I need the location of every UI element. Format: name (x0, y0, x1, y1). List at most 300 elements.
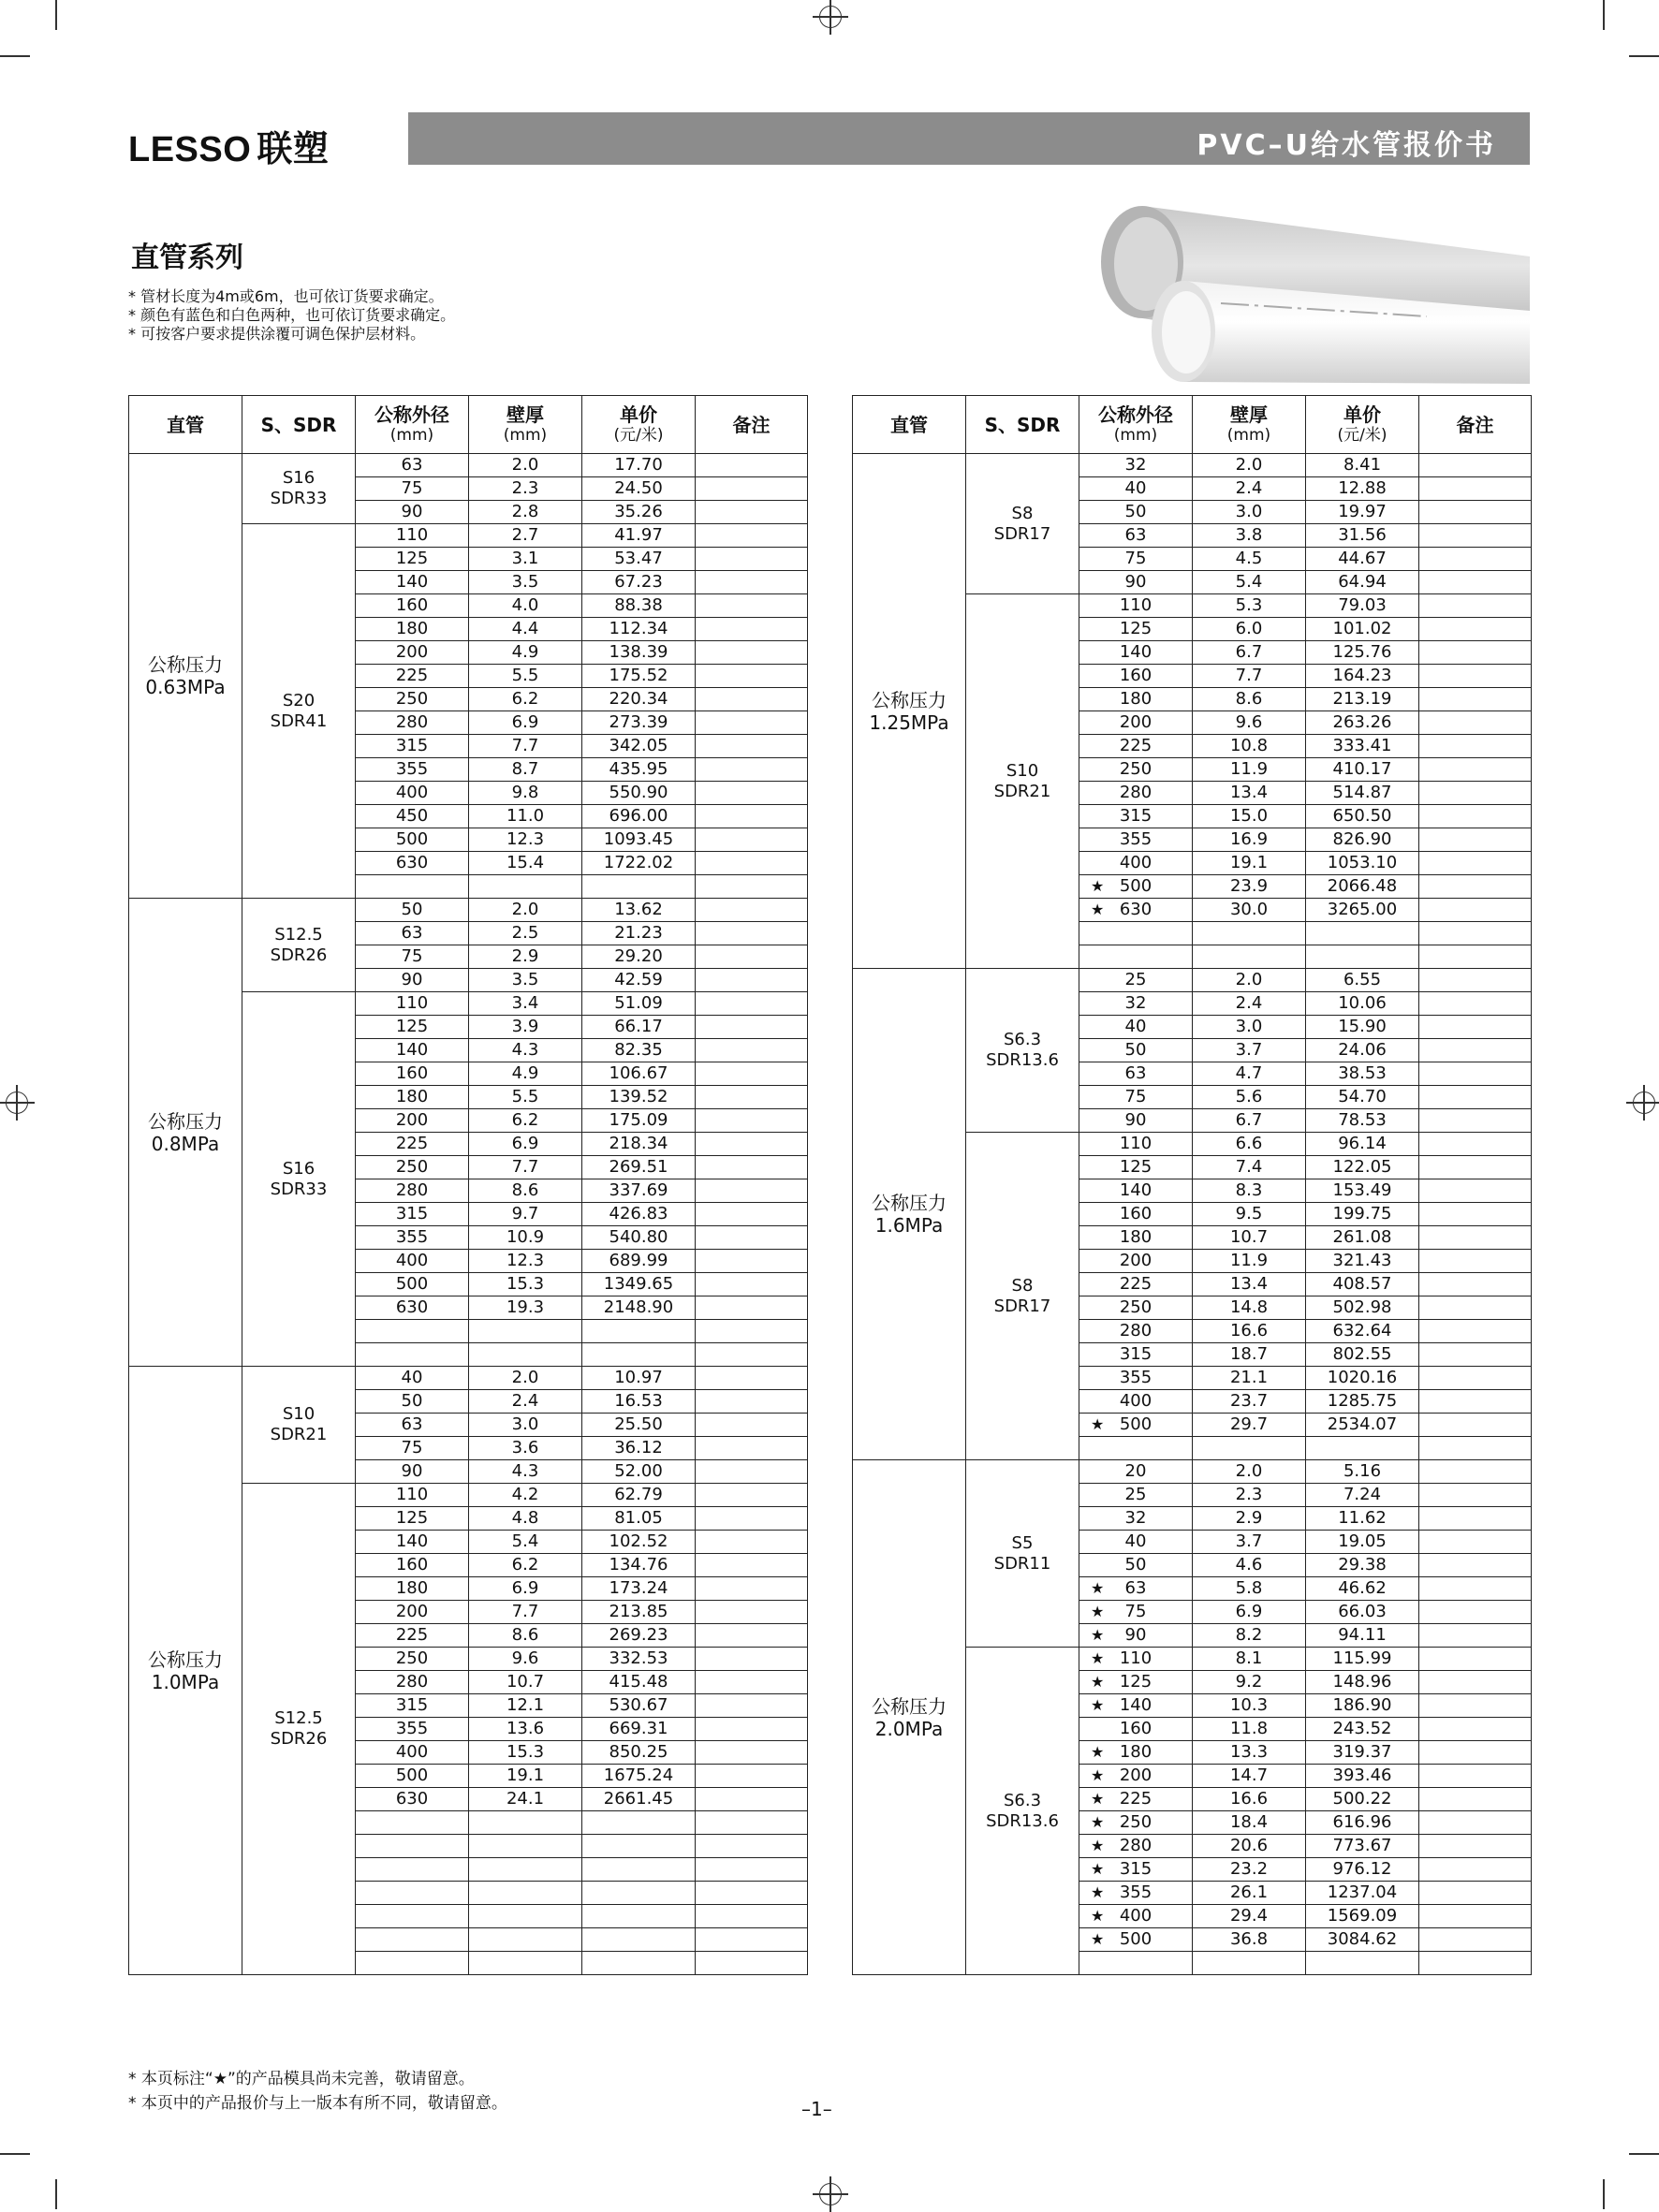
wall-cell: 2.5 (469, 922, 582, 945)
remark-cell (696, 1437, 808, 1460)
price-cell: 2661.45 (582, 1788, 696, 1811)
remark-cell (696, 548, 808, 571)
wall-cell: 5.8 (1193, 1577, 1306, 1601)
price-cell: 502.98 (1306, 1296, 1419, 1320)
wall-cell: 3.0 (1193, 1016, 1306, 1039)
remark-cell (1419, 922, 1532, 945)
remark-cell (696, 594, 808, 618)
price-cell: 67.23 (582, 571, 696, 594)
wall-cell: 15.3 (469, 1741, 582, 1765)
wall-cell (469, 1320, 582, 1343)
price-cell: 106.67 (582, 1062, 696, 1086)
remark-cell (1419, 1250, 1532, 1273)
od-cell: ★ 250 (1079, 1811, 1193, 1835)
price-cell (582, 1928, 696, 1952)
price-cell: 54.70 (1306, 1086, 1419, 1109)
od-cell: 75 (356, 477, 469, 501)
wall-cell: 2.0 (469, 454, 582, 477)
wall-cell: 24.1 (469, 1788, 582, 1811)
price-cell (1306, 1437, 1419, 1460)
price-cell: 52.00 (582, 1460, 696, 1484)
remark-cell (1419, 594, 1532, 618)
wall-cell: 8.7 (469, 758, 582, 782)
od-cell: 630 (356, 852, 469, 875)
remark-cell (696, 875, 808, 899)
wall-cell: 14.7 (1193, 1765, 1306, 1788)
price-cell: 530.67 (582, 1694, 696, 1718)
remark-cell (1419, 454, 1532, 477)
pressure-cell: 公称压力 0.63MPa (129, 454, 242, 899)
wall-cell (469, 1928, 582, 1952)
price-cell: 53.47 (582, 548, 696, 571)
price-cell: 6.55 (1306, 969, 1419, 992)
od-cell: ★ 500 (1079, 1414, 1193, 1437)
price-cell: 632.64 (1306, 1320, 1419, 1343)
od-cell: 63 (1079, 524, 1193, 548)
wall-cell: 10.9 (469, 1226, 582, 1250)
price-cell: 19.05 (1306, 1531, 1419, 1554)
wall-cell: 15.3 (469, 1273, 582, 1296)
notes-list (128, 287, 455, 344)
price-cell: 976.12 (1306, 1858, 1419, 1882)
price-cell: 64.94 (1306, 571, 1419, 594)
wall-cell: 13.4 (1193, 782, 1306, 805)
remark-cell (1419, 1858, 1532, 1882)
wall-cell: 8.2 (1193, 1624, 1306, 1648)
wall-cell: 3.0 (469, 1414, 582, 1437)
price-cell: 243.52 (1306, 1718, 1419, 1741)
price-cell: 342.05 (582, 735, 696, 758)
price-cell: 148.96 (1306, 1671, 1419, 1694)
wall-cell: 5.4 (1193, 571, 1306, 594)
star-icon: ★ (1091, 1579, 1105, 1597)
wall-cell: 15.0 (1193, 805, 1306, 828)
remark-cell (696, 1531, 808, 1554)
price-cell: 24.06 (1306, 1039, 1419, 1062)
wall-cell: 3.5 (469, 571, 582, 594)
wall-cell: 4.9 (469, 1062, 582, 1086)
remark-cell (696, 1179, 808, 1203)
od-cell (1079, 1437, 1193, 1460)
wall-cell: 5.5 (469, 665, 582, 688)
wall-cell: 8.6 (469, 1179, 582, 1203)
wall-cell (469, 1835, 582, 1858)
wall-cell: 4.6 (1193, 1554, 1306, 1577)
wall-cell: 6.9 (469, 711, 582, 735)
star-icon: ★ (1091, 1907, 1105, 1925)
wall-cell: 29.4 (1193, 1905, 1306, 1928)
od-cell: 180 (356, 1086, 469, 1109)
wall-cell: 6.2 (469, 1109, 582, 1133)
od-cell: 200 (356, 1601, 469, 1624)
price-cell (582, 875, 696, 899)
od-cell: 400 (1079, 852, 1193, 875)
od-cell (356, 1858, 469, 1882)
price-cell: 333.41 (1306, 735, 1419, 758)
price-cell: 1722.02 (582, 852, 696, 875)
col-header-wall: 壁厚 (mm) (1193, 396, 1306, 454)
wall-cell (469, 875, 582, 899)
note-item: * 可按客户要求提供涂覆可调色保护层材料。 (128, 325, 426, 343)
price-cell: 29.20 (582, 945, 696, 969)
price-cell: 31.56 (1306, 524, 1419, 548)
wall-cell: 7.7 (469, 1156, 582, 1179)
od-cell: 225 (1079, 1273, 1193, 1296)
price-cell: 66.03 (1306, 1601, 1419, 1624)
price-cell: 263.26 (1306, 711, 1419, 735)
price-cell: 82.35 (582, 1039, 696, 1062)
table-row (129, 899, 808, 922)
price-cell: 7.24 (1306, 1484, 1419, 1507)
remark-cell (696, 1788, 808, 1811)
note-item: * 颜色有蓝色和白色两种，也可依订货要求确定。 (128, 306, 456, 324)
wall-cell: 13.6 (469, 1718, 582, 1741)
wall-cell: 2.9 (469, 945, 582, 969)
remark-cell (696, 1507, 808, 1531)
od-cell: 280 (1079, 782, 1193, 805)
od-cell: 315 (356, 1694, 469, 1718)
od-cell: ★ 90 (1079, 1624, 1193, 1648)
od-cell: 355 (1079, 1367, 1193, 1390)
remark-cell (696, 454, 808, 477)
remark-cell (1419, 1624, 1532, 1648)
od-cell: 110 (356, 524, 469, 548)
price-cell: 5.16 (1306, 1460, 1419, 1484)
wall-cell: 4.7 (1193, 1062, 1306, 1086)
od-cell: ★ 75 (1079, 1601, 1193, 1624)
page-number: –1– (801, 2098, 832, 2120)
od-cell: 315 (356, 735, 469, 758)
remark-cell (1419, 735, 1532, 758)
remark-cell (1419, 1460, 1532, 1484)
price-cell: 213.85 (582, 1601, 696, 1624)
wall-cell: 2.4 (1193, 477, 1306, 501)
remark-cell (696, 1062, 808, 1086)
price-cell: 78.53 (1306, 1109, 1419, 1133)
price-cell: 1285.75 (1306, 1390, 1419, 1414)
remark-cell (1419, 1226, 1532, 1250)
wall-cell: 8.6 (1193, 688, 1306, 711)
od-cell: 225 (356, 665, 469, 688)
wall-cell: 4.5 (1193, 548, 1306, 571)
remark-cell (1419, 1811, 1532, 1835)
remark-cell (696, 1273, 808, 1296)
col-header-sdr: S、SDR (966, 396, 1079, 454)
od-cell: ★ 180 (1079, 1741, 1193, 1765)
remark-cell (1419, 618, 1532, 641)
crop-mark (1629, 55, 1659, 57)
pressure-cell: 公称压力 2.0MPa (853, 1460, 966, 1975)
wall-cell: 26.1 (1193, 1882, 1306, 1905)
brand-logo (128, 120, 329, 171)
remark-cell (696, 1905, 808, 1928)
od-cell: ★ 355 (1079, 1882, 1193, 1905)
od-cell: 50 (1079, 501, 1193, 524)
remark-cell (1419, 1507, 1532, 1531)
remark-cell (1419, 1367, 1532, 1390)
remark-cell (696, 571, 808, 594)
remark-cell (1419, 665, 1532, 688)
price-cell: 218.34 (582, 1133, 696, 1156)
price-cell: 550.90 (582, 782, 696, 805)
remark-cell (1419, 1765, 1532, 1788)
od-cell: 140 (356, 1039, 469, 1062)
od-cell: 315 (356, 1203, 469, 1226)
price-cell: 1093.45 (582, 828, 696, 852)
od-cell: 25 (1079, 969, 1193, 992)
price-cell: 36.12 (582, 1437, 696, 1460)
remark-cell (696, 758, 808, 782)
od-cell: 250 (1079, 1296, 1193, 1320)
price-cell: 66.17 (582, 1016, 696, 1039)
wall-cell: 2.3 (469, 477, 582, 501)
wall-cell: 12.3 (469, 828, 582, 852)
remark-cell (696, 992, 808, 1016)
od-cell: 40 (356, 1367, 469, 1390)
footnotes (128, 2067, 507, 2116)
wall-cell: 16.6 (1193, 1320, 1306, 1343)
sdr-cell: S5 SDR11 (966, 1460, 1079, 1648)
price-cell: 41.97 (582, 524, 696, 548)
price-cell: 269.51 (582, 1156, 696, 1179)
wall-cell: 13.3 (1193, 1741, 1306, 1765)
price-cell: 650.50 (1306, 805, 1419, 828)
price-cell: 319.37 (1306, 1741, 1419, 1765)
wall-cell: 29.7 (1193, 1414, 1306, 1437)
table-header-row (853, 396, 1532, 454)
wall-cell: 6.7 (1193, 1109, 1306, 1133)
od-cell: 450 (356, 805, 469, 828)
remark-cell (1419, 1577, 1532, 1601)
od-cell: 280 (356, 711, 469, 735)
wall-cell: 2.7 (469, 524, 582, 548)
price-cell: 332.53 (582, 1648, 696, 1671)
price-cell: 2066.48 (1306, 875, 1419, 899)
remark-cell (696, 501, 808, 524)
wall-cell: 4.3 (469, 1039, 582, 1062)
od-cell: ★ 500 (1079, 1928, 1193, 1952)
price-cell: 8.41 (1306, 454, 1419, 477)
wall-cell: 10.3 (1193, 1694, 1306, 1718)
price-cell: 10.97 (582, 1367, 696, 1390)
od-cell: 40 (1079, 1016, 1193, 1039)
remark-cell (1419, 1320, 1532, 1343)
od-cell: 355 (356, 1718, 469, 1741)
price-cell: 122.05 (1306, 1156, 1419, 1179)
od-cell (356, 1835, 469, 1858)
star-icon: ★ (1091, 1743, 1105, 1761)
price-table-left (128, 395, 808, 1975)
wall-cell: 9.7 (469, 1203, 582, 1226)
wall-cell: 7.7 (469, 1601, 582, 1624)
wall-cell: 11.9 (1193, 1250, 1306, 1273)
price-cell: 540.80 (582, 1226, 696, 1250)
remark-cell (1419, 852, 1532, 875)
price-cell: 3265.00 (1306, 899, 1419, 922)
price-cell (582, 1905, 696, 1928)
remark-cell (696, 1086, 808, 1109)
remark-cell (1419, 1343, 1532, 1367)
col-header-sdr: S、SDR (242, 396, 356, 454)
wall-cell: 4.2 (469, 1484, 582, 1507)
remark-cell (1419, 1156, 1532, 1179)
logo-cn-text: 联塑 (257, 128, 330, 169)
remark-cell (1419, 688, 1532, 711)
wall-cell: 23.7 (1193, 1390, 1306, 1414)
registration-mark (6, 1091, 28, 1114)
wall-cell: 4.9 (469, 641, 582, 665)
od-cell (1079, 945, 1193, 969)
od-cell: 90 (1079, 1109, 1193, 1133)
wall-cell: 3.1 (469, 548, 582, 571)
remark-cell (1419, 782, 1532, 805)
od-cell: 75 (1079, 548, 1193, 571)
sdr-cell: S10 SDR21 (966, 594, 1079, 969)
crop-mark (1603, 2179, 1605, 2209)
price-cell: 51.09 (582, 992, 696, 1016)
wall-cell: 3.7 (1193, 1531, 1306, 1554)
wall-cell: 9.6 (1193, 711, 1306, 735)
od-cell: 20 (1079, 1460, 1193, 1484)
od-cell: 250 (356, 1156, 469, 1179)
price-cell: 261.08 (1306, 1226, 1419, 1250)
wall-cell: 6.2 (469, 1554, 582, 1577)
price-cell: 134.76 (582, 1554, 696, 1577)
price-cell: 199.75 (1306, 1203, 1419, 1226)
table-row (853, 454, 1532, 477)
star-icon: ★ (1091, 1626, 1105, 1644)
col-header-pipe: 直管 (129, 396, 242, 454)
remark-cell (696, 805, 808, 828)
wall-cell: 2.0 (469, 1367, 582, 1390)
od-cell: 50 (1079, 1554, 1193, 1577)
col-header-od: 公称外径 (mm) (1079, 396, 1193, 454)
remark-cell (1419, 1414, 1532, 1437)
price-cell: 125.76 (1306, 641, 1419, 665)
wall-cell: 18.7 (1193, 1343, 1306, 1367)
remark-cell (1419, 1694, 1532, 1718)
remark-cell (696, 1671, 808, 1694)
remark-cell (696, 1694, 808, 1718)
table-body (129, 454, 808, 1975)
remark-cell (1419, 641, 1532, 665)
wall-cell: 11.8 (1193, 1718, 1306, 1741)
remark-cell (1419, 524, 1532, 548)
od-cell: 180 (356, 618, 469, 641)
price-cell: 175.52 (582, 665, 696, 688)
price-cell (1306, 945, 1419, 969)
remark-cell (696, 945, 808, 969)
wall-cell: 8.3 (1193, 1179, 1306, 1203)
od-cell: 125 (356, 548, 469, 571)
wall-cell (469, 1952, 582, 1975)
price-cell: 773.67 (1306, 1835, 1419, 1858)
star-icon: ★ (1091, 1860, 1105, 1878)
od-cell (356, 1343, 469, 1367)
od-cell: 32 (1079, 454, 1193, 477)
remark-cell (696, 665, 808, 688)
table-row (853, 969, 1532, 992)
wall-cell: 23.2 (1193, 1858, 1306, 1882)
od-cell: 125 (1079, 1156, 1193, 1179)
od-cell: 40 (1079, 477, 1193, 501)
wall-cell: 2.4 (1193, 992, 1306, 1016)
remark-cell (1419, 899, 1532, 922)
od-cell: ★ 63 (1079, 1577, 1193, 1601)
od-cell (356, 1928, 469, 1952)
remark-cell (696, 969, 808, 992)
remark-cell (696, 1226, 808, 1250)
remark-cell (1419, 1952, 1532, 1975)
wall-cell (469, 1343, 582, 1367)
price-cell: 850.25 (582, 1741, 696, 1765)
remark-cell (1419, 1718, 1532, 1741)
price-cell: 1020.16 (1306, 1367, 1419, 1390)
crop-mark (1629, 2153, 1659, 2155)
wall-cell: 6.9 (469, 1577, 582, 1601)
remark-cell (1419, 1905, 1532, 1928)
wall-cell: 36.8 (1193, 1928, 1306, 1952)
footnote-item: * 本页标注“★”的产品模具尚未完善，敬请留意。 (128, 2070, 475, 2088)
price-cell: 88.38 (582, 594, 696, 618)
wall-cell: 7.7 (469, 735, 582, 758)
remark-cell (696, 1133, 808, 1156)
price-cell: 696.00 (582, 805, 696, 828)
od-cell: 180 (356, 1577, 469, 1601)
od-cell: 140 (1079, 1179, 1193, 1203)
remark-cell (696, 1624, 808, 1648)
remark-cell (1419, 1484, 1532, 1507)
wall-cell (469, 1882, 582, 1905)
remark-cell (1419, 1062, 1532, 1086)
remark-cell (1419, 992, 1532, 1016)
od-cell: ★ 110 (1079, 1648, 1193, 1671)
remark-cell (696, 782, 808, 805)
remark-cell (1419, 1671, 1532, 1694)
od-cell: 160 (1079, 1203, 1193, 1226)
col-header-od: 公称外径 (mm) (356, 396, 469, 454)
remark-cell (1419, 1437, 1532, 1460)
od-cell: 630 (356, 1788, 469, 1811)
price-cell: 24.50 (582, 477, 696, 501)
price-cell: 213.19 (1306, 688, 1419, 711)
remark-cell (1419, 1296, 1532, 1320)
remark-cell (1419, 945, 1532, 969)
star-icon: ★ (1091, 1649, 1105, 1667)
price-cell: 112.34 (582, 618, 696, 641)
pressure-cell: 公称压力 0.8MPa (129, 899, 242, 1367)
wall-cell: 16.6 (1193, 1788, 1306, 1811)
price-cell: 321.43 (1306, 1250, 1419, 1273)
remark-cell (1419, 875, 1532, 899)
wall-cell: 12.1 (469, 1694, 582, 1718)
od-cell: 280 (356, 1671, 469, 1694)
registration-mark (1633, 1091, 1655, 1114)
price-cell: 802.55 (1306, 1343, 1419, 1367)
remark-cell (696, 1367, 808, 1390)
remark-cell (1419, 571, 1532, 594)
wall-cell: 9.6 (469, 1648, 582, 1671)
od-cell: ★ 315 (1079, 1858, 1193, 1882)
od-cell: 250 (356, 1648, 469, 1671)
remark-cell (696, 1484, 808, 1507)
wall-cell: 30.0 (1193, 899, 1306, 922)
price-cell: 115.99 (1306, 1648, 1419, 1671)
od-cell: 200 (356, 641, 469, 665)
remark-cell (696, 1858, 808, 1882)
wall-cell (1193, 1952, 1306, 1975)
remark-cell (696, 735, 808, 758)
